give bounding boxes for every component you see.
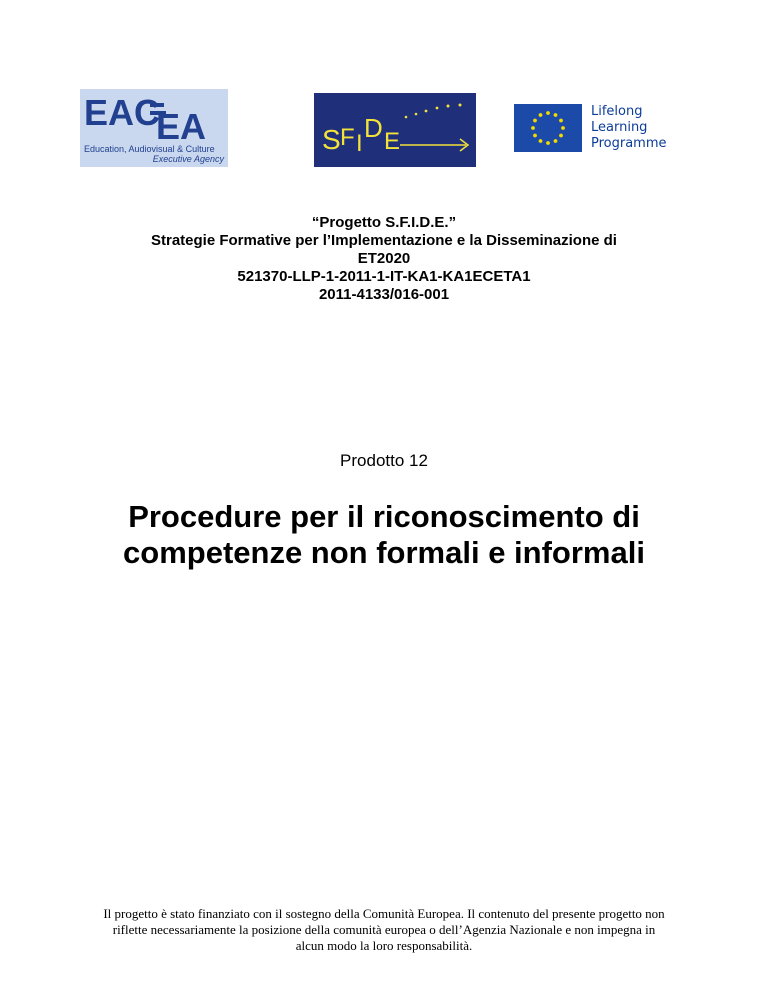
svg-text:EA: EA (156, 106, 207, 147)
llp-wordmark (591, 104, 667, 152)
document-title-line-2: competenze non formali e informali (123, 535, 645, 570)
document-title (40, 499, 728, 571)
product-label: Prodotto 12 (340, 451, 428, 470)
eacea-logo-graphic (80, 89, 228, 167)
project-code: 521370-LLP-1-2011-1-IT-KA1-KA1ECETA1 (237, 268, 531, 285)
sfide-logo-graphic (314, 93, 476, 167)
eacea-logo (80, 89, 228, 167)
project-subtitle-line-2: ET2020 (357, 250, 411, 267)
svg-text:E: E (384, 128, 401, 155)
sfide-logo (314, 93, 476, 167)
svg-text:S: S (322, 124, 341, 155)
svg-text:EAC: EAC (84, 92, 161, 133)
svg-text:I: I (356, 130, 363, 157)
disclaimer-line-2: riflette necessariamente la posizione della comunità europea o dell’Agenzia Nazionale e non impegna in (112, 922, 656, 937)
disclaimer-line-1: Il progetto è stato finanziato con il sostegno della Comunità Europea. Il contenuto del presente progetto non (103, 906, 665, 921)
eacea-subtitle-1: Education, Audiovisual & Culture (84, 144, 215, 154)
svg-text:D: D (364, 113, 383, 143)
project-subtitle-line-1: Strategie Formative per l’Implementazione e la Disseminazione di (151, 232, 617, 249)
document-title-line-1: Procedure per il riconoscimento di (128, 499, 640, 534)
llp-logo (514, 104, 684, 152)
llp-line-2: Learning (591, 120, 648, 135)
disclaimer-line-3: alcun modo la loro responsabilità. (295, 938, 473, 953)
funding-disclaimer (60, 906, 708, 954)
project-title: “Progetto S.F.I.D.E.” (311, 214, 457, 231)
project-header (60, 214, 708, 304)
eu-flag-icon (514, 104, 582, 152)
llp-line-3: Programme (591, 136, 667, 151)
eacea-subtitle-2: Executive Agency (152, 154, 224, 164)
llp-line-1: Lifelong (591, 104, 643, 119)
svg-text:F: F (340, 124, 355, 151)
project-agreement-number: 2011-4133/016-001 (318, 286, 450, 303)
